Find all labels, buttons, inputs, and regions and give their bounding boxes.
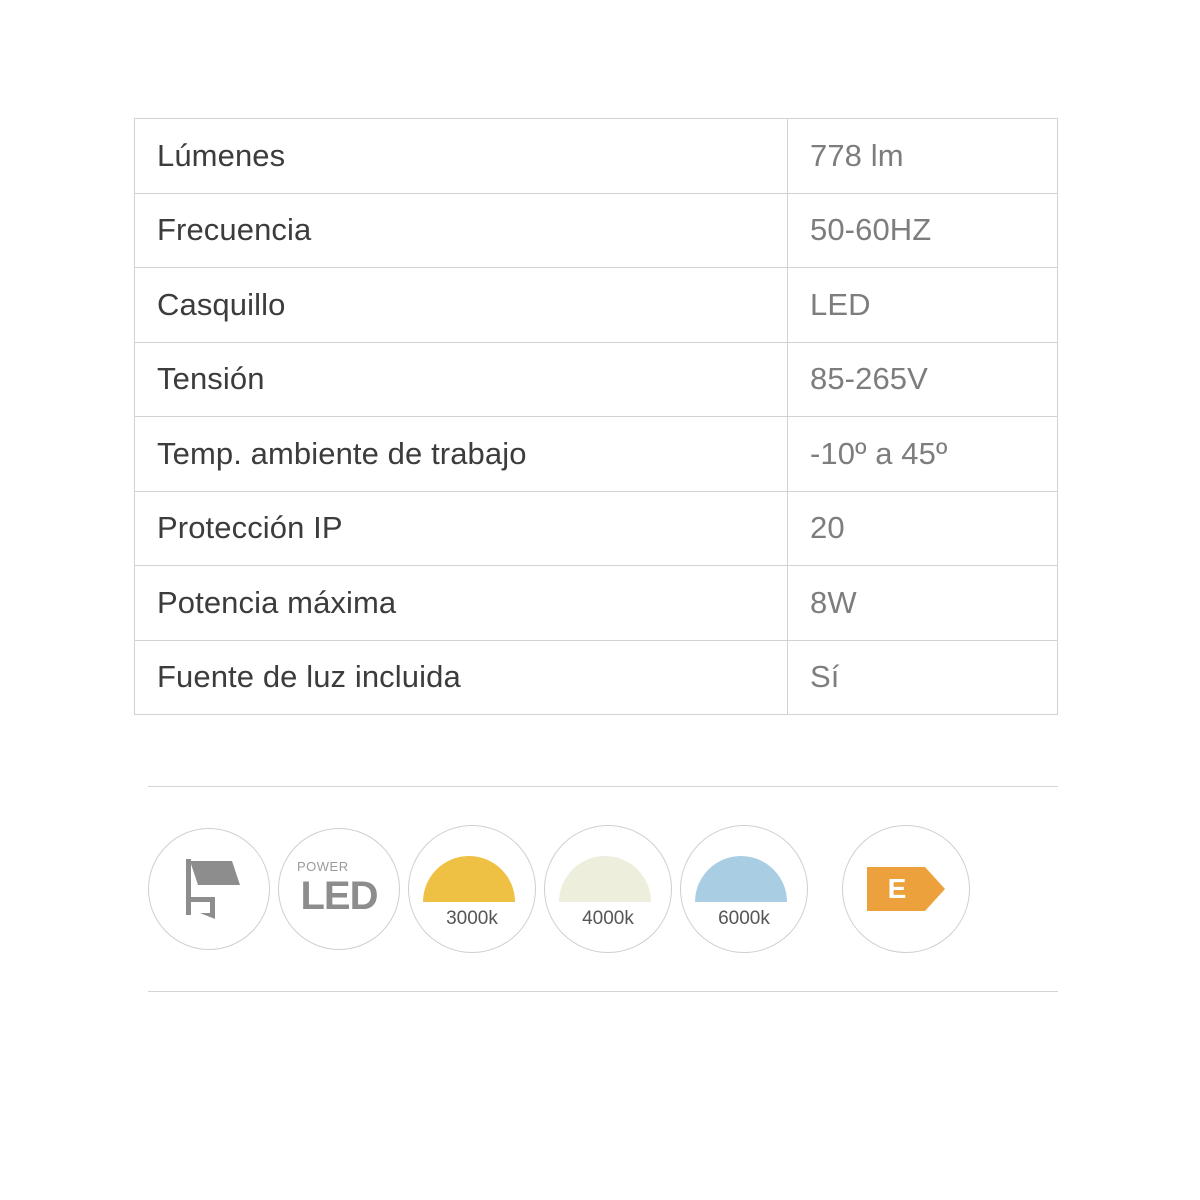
- table-row: [135, 342, 1058, 417]
- color-temp-label: 3000k: [446, 908, 498, 929]
- power-led-badge: [278, 828, 400, 950]
- spec-value: LED: [788, 268, 1058, 343]
- energy-class-badge: [842, 825, 970, 953]
- table-row: [135, 268, 1058, 343]
- table-row: [135, 491, 1058, 566]
- dome-6000k: [695, 856, 787, 902]
- spec-label: Casquillo: [135, 268, 788, 343]
- spec-value: 778 lm: [788, 119, 1058, 194]
- spec-value: 50-60HZ: [788, 193, 1058, 268]
- table-row: [135, 566, 1058, 641]
- spec-label: Frecuencia: [135, 193, 788, 268]
- power-label: POWER: [297, 859, 349, 874]
- color-temp-label: 4000k: [582, 908, 634, 929]
- table-row: [135, 640, 1058, 715]
- divider-top: [148, 786, 1058, 787]
- color-temp-label: 6000k: [718, 908, 770, 929]
- table-row: [135, 119, 1058, 194]
- divider-bottom: [148, 991, 1058, 992]
- spec-value: Sí: [788, 640, 1058, 715]
- spec-label: Fuente de luz incluida: [135, 640, 788, 715]
- spec-label: Tensión: [135, 342, 788, 417]
- spec-value: 20: [788, 491, 1058, 566]
- spec-label: Potencia máxima: [135, 566, 788, 641]
- table-row: [135, 193, 1058, 268]
- color-temp-4000k-badge: [544, 825, 672, 953]
- spec-label: Temp. ambiente de trabajo: [135, 417, 788, 492]
- table-row: [135, 417, 1058, 492]
- spec-value: -10º a 45º: [788, 417, 1058, 492]
- energy-class-letter: E: [887, 873, 907, 904]
- dome-4000k: [559, 856, 651, 902]
- specifications-table: [134, 118, 1058, 715]
- spec-value: 85-265V: [788, 342, 1058, 417]
- color-temp-6000k-badge: [680, 825, 808, 953]
- feature-icon-strip: [148, 815, 1058, 963]
- wall-lamp-icon: [170, 851, 248, 927]
- spec-label: Protección IP: [135, 491, 788, 566]
- wall-lamp-icon-badge: [148, 828, 270, 950]
- spec-label: Lúmenes: [135, 119, 788, 194]
- spec-value: 8W: [788, 566, 1058, 641]
- led-label: LED: [300, 873, 378, 918]
- color-temp-3000k-badge: [408, 825, 536, 953]
- dome-3000k: [423, 856, 515, 902]
- energy-arrow-icon: [867, 867, 945, 911]
